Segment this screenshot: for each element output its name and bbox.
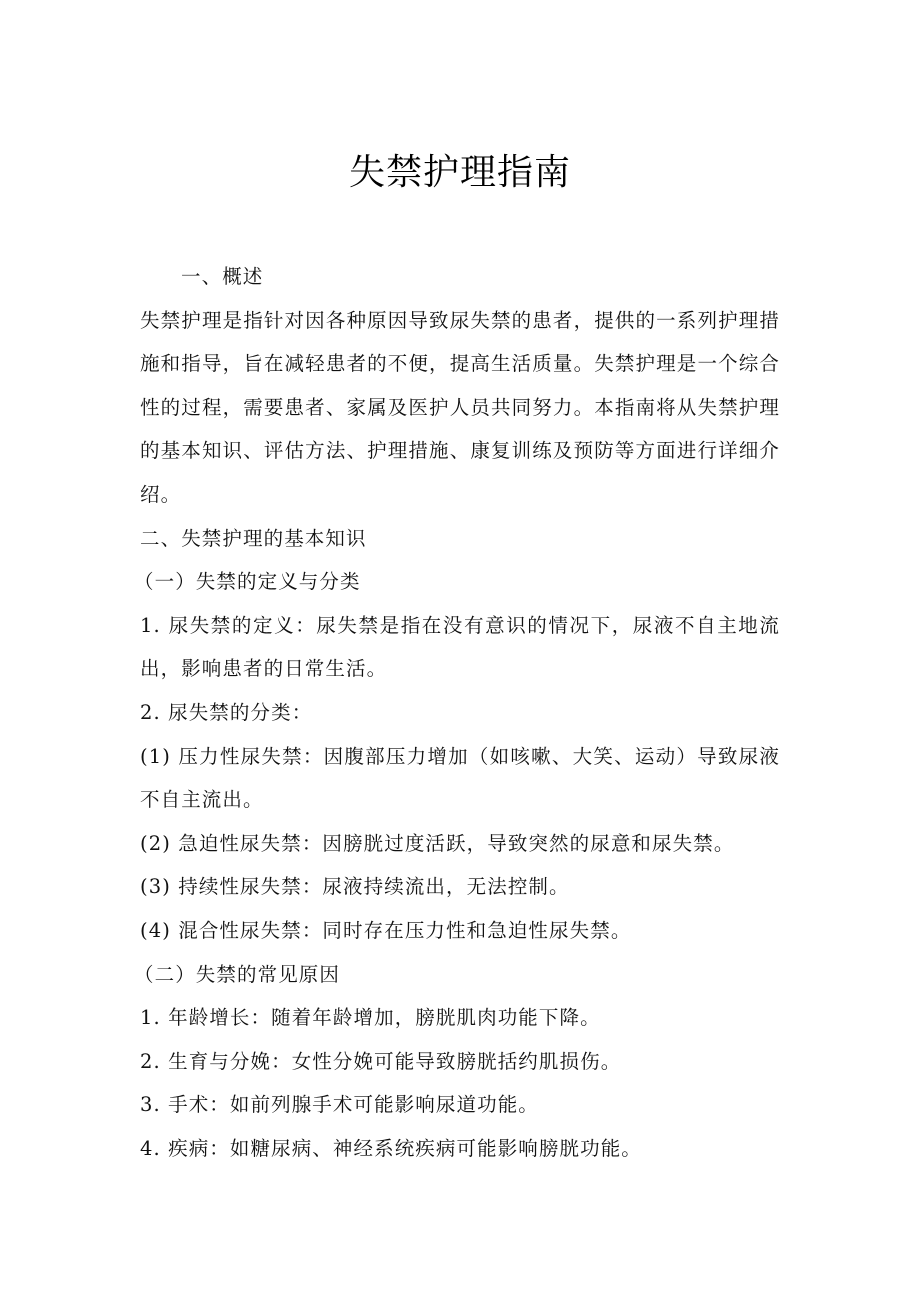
cause-item: 2. 生育与分娩：女性分娩可能导致膀胱括约肌损伤。 bbox=[140, 1049, 622, 1073]
type-item: (4) 混合性尿失禁：同时存在压力性和急迫性尿失禁。 bbox=[140, 918, 632, 942]
type-item: (2) 急迫性尿失禁：因膀胱过度活跃，导致突然的尿意和尿失禁。 bbox=[140, 831, 735, 855]
cause-item: 1. 年龄增长：随着年龄增加，膀胱肌肉功能下降。 bbox=[140, 1006, 601, 1030]
type-item: (3) 持续性尿失禁：尿液持续流出，无法控制。 bbox=[140, 875, 570, 899]
type-item: (1) 压力性尿失禁：因腹部压力增加（如咳嗽、大笑、运动）导致尿液不自主流出。 bbox=[140, 744, 780, 812]
document-body bbox=[134, 255, 780, 1170]
classification-item: 2. 尿失禁的分类： bbox=[140, 700, 313, 724]
section-heading-basics: 二、失禁护理的基本知识 bbox=[140, 526, 367, 550]
overview-paragraph: 失禁护理是指针对因各种原因导致尿失禁的患者，提供的一系列护理措施和指导，旨在减轻患者的不便，提高生活质量。失禁护理是一个综合性的过程，需要患者、家属及医护人员共同努力。本指南将从失禁护理的基本知识、评估方法、护理措施、康复训练及预防等方面进行详细介绍。 bbox=[140, 308, 780, 506]
document-title: 失禁护理指南 bbox=[348, 152, 571, 193]
definition-item: 1. 尿失禁的定义：尿失禁是指在没有意识的情况下，尿液不自主地流出，影响患者的日常生活。 bbox=[140, 613, 780, 681]
subsection-heading-causes: （二）失禁的常见原因 bbox=[134, 962, 341, 986]
subsection-heading-definition: （一）失禁的定义与分类 bbox=[134, 570, 361, 594]
cause-item: 4. 疾病：如糖尿病、神经系统疾病可能影响膀胱功能。 bbox=[140, 1136, 642, 1160]
section-heading-overview: 一、概述 bbox=[181, 265, 264, 288]
cause-item: 3. 手术：如前列腺手术可能影响尿道功能。 bbox=[140, 1093, 539, 1117]
